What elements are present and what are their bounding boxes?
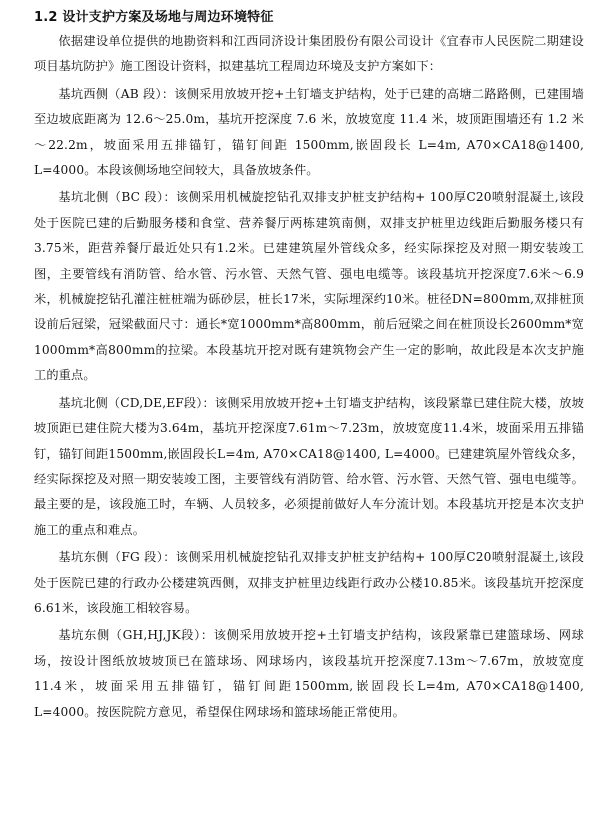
- paragraph-west-ab: 基坑西侧（AB 段）：该侧采用放坡开挖+土钉墙支护结构，处于已建的高塘二路路侧，已建围墙至边坡底距离为 12.6～25.0m，基坑开挖深度 7.6 米，放坡宽度 11.4 米，坡顶距围墙还有 1.2 米～22.2m，坡面采用五排锚钉，锚钉间距 1500mm,嵌固段长 L=4m, A70×CA18@1400, L=4000。本段该侧场地空间较大，具备放坡条件。: [34, 86, 584, 178]
- paragraph-east-fg: 基坑东侧（FG 段）：该侧采用机械旋挖钻孔双排支护桩支护结构+ 100厚C20喷射混凝土,该段处于医院已建的行政办公楼建筑西侧，双排支护桩里边线距行政办公楼10.85米。该段基坑开挖深度6.61米，该段施工相较容易。: [34, 550, 584, 615]
- paragraph-north-cd-ef: 基坑北侧（CD,DE,EF段）：该侧采用放坡开挖+土钉墙支护结构，该段紧靠已建住院大楼，放坡坡顶距已建住院大楼为3.64m，基坑开挖深度7.61m～7.23m，放坡宽度11.4米，坡面采用五排锚钉，锚钉间距1500mm,嵌固段长L=4m, A70×CA18@1400, L=4000。已建建筑屋外管线众多，经实际探挖及对照一期安装竣工图，主要管线有消防管、给水管、污水管、天然气管、强电电缆等。最主要的是，该段施工时，车辆、人员较多，必须提前做好人车分流计划。本段基坑开挖是本次支护施工的重点和难点。: [34, 395, 584, 537]
- paragraph-east-gh-jk: 基坑东侧（GH,HJ,JK段）：该侧采用放坡开挖+土钉墙支护结构，该段紧靠已建篮球场、网球场，按设计图纸放坡坡顶已在篮球场、网球场内，该段基坑开挖深度7.13m～7.67m，放坡宽度11.4米，坡面采用五排锚钉，锚钉间距1500mm,嵌固段长L=4m, A70×CA18@1400, L=4000。按医院院方意见，希望保住网球场和篮球场能正常使用。: [34, 628, 584, 719]
- paragraph-intro: 依据建设单位提供的地勘资料和江西同济设计集团股份有限公司设计《宜春市人民医院二期建设项目基坑防护》施工图设计资料，拟建基坑工程周边环境及支护方案如下：: [34, 34, 584, 74]
- paragraph-north-bc: 基坑北侧（BC 段）：该侧采用机械旋挖钻孔双排支护桩支护结构+ 100厚C20喷射混凝土,该段处于医院已建的后勤服务楼和食堂、营养餐厅两栋建筑南侧，双排支护桩里边线距后勤服务楼只有3.75米，距营养餐厅最近处只有1.2米。已建建筑屋外管线众多，经实际探挖及对照一期安装竣工图，主要管线有消防管、给水管、污水管、天然气管、强电电缆等。该段基坑开挖深度7.6米～6.9米，机械旋挖钻孔灌注桩桩端为砾砂层，桩长17米，实际埋深约10米。桩径DN=800mm,双排桩顶设前后冠梁，冠梁截面尺寸：通长*宽1000mm*高800mm，前后冠梁之间在桩顶设长2600mm*宽1000mm*高800mm的拉梁。本段基坑开挖对既有建筑物会产生一定的影响，故此段是本次支护施工的重点。: [34, 190, 584, 383]
- section-heading: 1.2 设计支护方案及场地与周边环境特征: [34, 10, 274, 25]
